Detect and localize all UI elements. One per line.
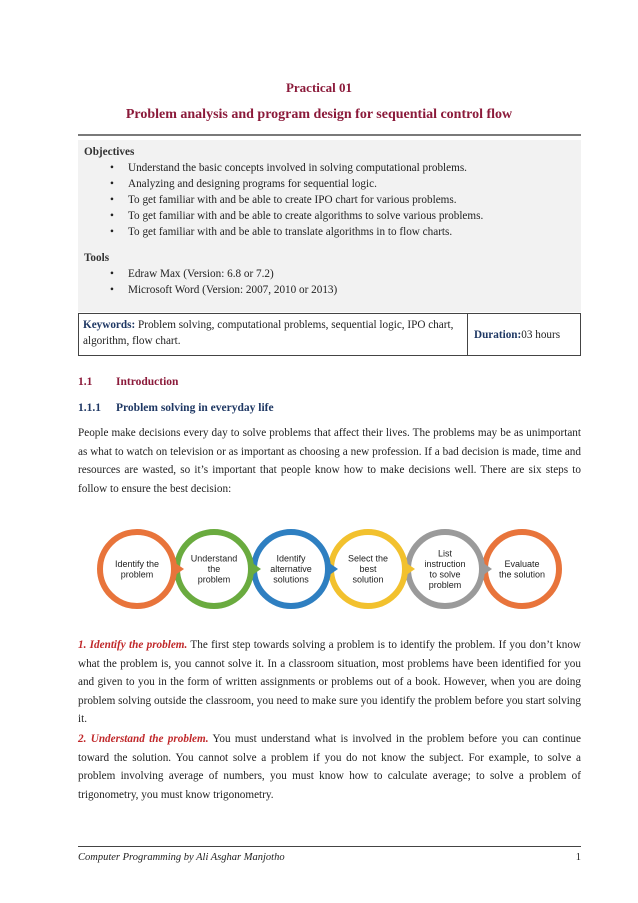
step-label-line: problem xyxy=(120,569,154,580)
step-node-4 xyxy=(331,532,415,606)
subsection-title: Problem solving in everyday life xyxy=(116,402,274,414)
step-label-line: to solve xyxy=(429,569,461,580)
step-label-line: List xyxy=(437,548,453,559)
page-number: 1 xyxy=(575,852,581,863)
step1-paragraph xyxy=(78,636,581,729)
six-steps-diagram xyxy=(95,524,565,614)
tools-list xyxy=(84,266,575,298)
objectives-tools-box xyxy=(78,140,581,312)
section-heading-1-1-1 xyxy=(78,402,274,414)
intro-paragraph: People make decisions every day to solve problems that affect their lives. The problems may be as unimportant as what to watch on television or as important as choosing a new profession. If a bad decision is made, time and resources are wasted, so it’s important that people know how to make decisions well. There are six steps to follow to ensure the best decision: xyxy=(78,427,581,495)
step-label-line: the xyxy=(207,564,221,574)
duration-value: 03 hours xyxy=(521,328,561,341)
objective-item: • To get familiar with and be able to translate algorithms in to flow charts. xyxy=(110,224,575,240)
practical-title: Problem analysis and program design for sequential control flow xyxy=(125,107,513,122)
keywords-table xyxy=(78,313,581,356)
objective-item: • To get familiar with and be able to create IPO chart for various problems. xyxy=(110,192,575,208)
tool-item: • Edraw Max (Version: 6.8 or 7.2) xyxy=(110,266,575,282)
step1-heading: 1. Identify the problem. xyxy=(78,639,188,651)
objective-item: • Understand the basic concepts involved in solving computational problems. xyxy=(110,160,575,176)
step-label-line: alternative xyxy=(270,564,312,574)
step2-text: You must understand what is involved in the problem before you can continue toward the solution. You cannot solve a problem if you do not know the subject. For example, to solve a problem involving average of numbers, you must know how to calculate average; to solve a problem of trigonometry, you must know trigonometry. xyxy=(78,733,581,801)
footer-divider xyxy=(78,846,581,847)
section-heading-1-1 xyxy=(78,376,178,388)
step-label-line: Evaluate xyxy=(504,558,540,569)
section-title: Introduction xyxy=(116,376,179,388)
step-label-line: Identify xyxy=(276,553,306,564)
step-label-line: solutions xyxy=(273,574,309,585)
page-footer xyxy=(78,852,581,863)
tool-item: • Microsoft Word (Version: 2007, 2010 or 2013) xyxy=(110,282,575,298)
step-label-line: best xyxy=(359,564,377,574)
step-label-line: instruction xyxy=(424,558,466,569)
step-label-line: Understand xyxy=(190,553,238,564)
objective-item: • Analyzing and designing programs for sequential logic. xyxy=(110,176,575,192)
step1-text: The first step towards solving a problem is to identify the problem. If you don’t know what the problem is, you cannot solve it. In a classroom situation, most problems have been identified for you and given to you in the form of written assignments or problems out of a book. However, when you are doing problem solving outside the classroom, you need to make sure you identify the problem before you start solving it. xyxy=(78,639,582,725)
step-label-line: problem xyxy=(197,574,231,585)
keywords-label: Keywords: xyxy=(83,319,136,331)
title-divider xyxy=(78,134,581,136)
step-node-5 xyxy=(408,532,492,606)
objectives-list xyxy=(84,160,575,240)
step-label-line: Identify the xyxy=(114,558,160,569)
section-number: 1.1 xyxy=(78,376,93,388)
step-node-1 xyxy=(100,532,184,606)
objective-item: • To get familiar with and be able to create algorithms to solve various problems. xyxy=(110,208,575,224)
step2-paragraph xyxy=(78,730,581,804)
step-label-line: problem xyxy=(428,579,462,590)
step-node-3 xyxy=(254,532,338,606)
tools-heading: Tools xyxy=(84,252,110,264)
keywords-cell xyxy=(79,314,468,355)
step-label-line: solution xyxy=(352,574,384,585)
duration-label: Duration: xyxy=(474,328,522,341)
objectives-heading: Objectives xyxy=(84,146,135,158)
step-node-6 xyxy=(485,532,559,606)
duration-cell xyxy=(468,314,580,355)
subsection-number: 1.1.1 xyxy=(78,402,101,414)
step-node-2 xyxy=(177,532,261,606)
step2-heading: 2. Understand the problem. xyxy=(78,733,209,745)
footer-author: Computer Programming by Ali Asghar Manjotho xyxy=(78,852,285,863)
practical-number: Practical 01 xyxy=(285,80,353,95)
step-label-line: Select the xyxy=(347,553,389,564)
step-label-line: the solution xyxy=(498,569,546,580)
keywords-text: Problem solving, computational problems, sequential logic, IPO chart, algorithm, flow chart. xyxy=(83,319,454,347)
